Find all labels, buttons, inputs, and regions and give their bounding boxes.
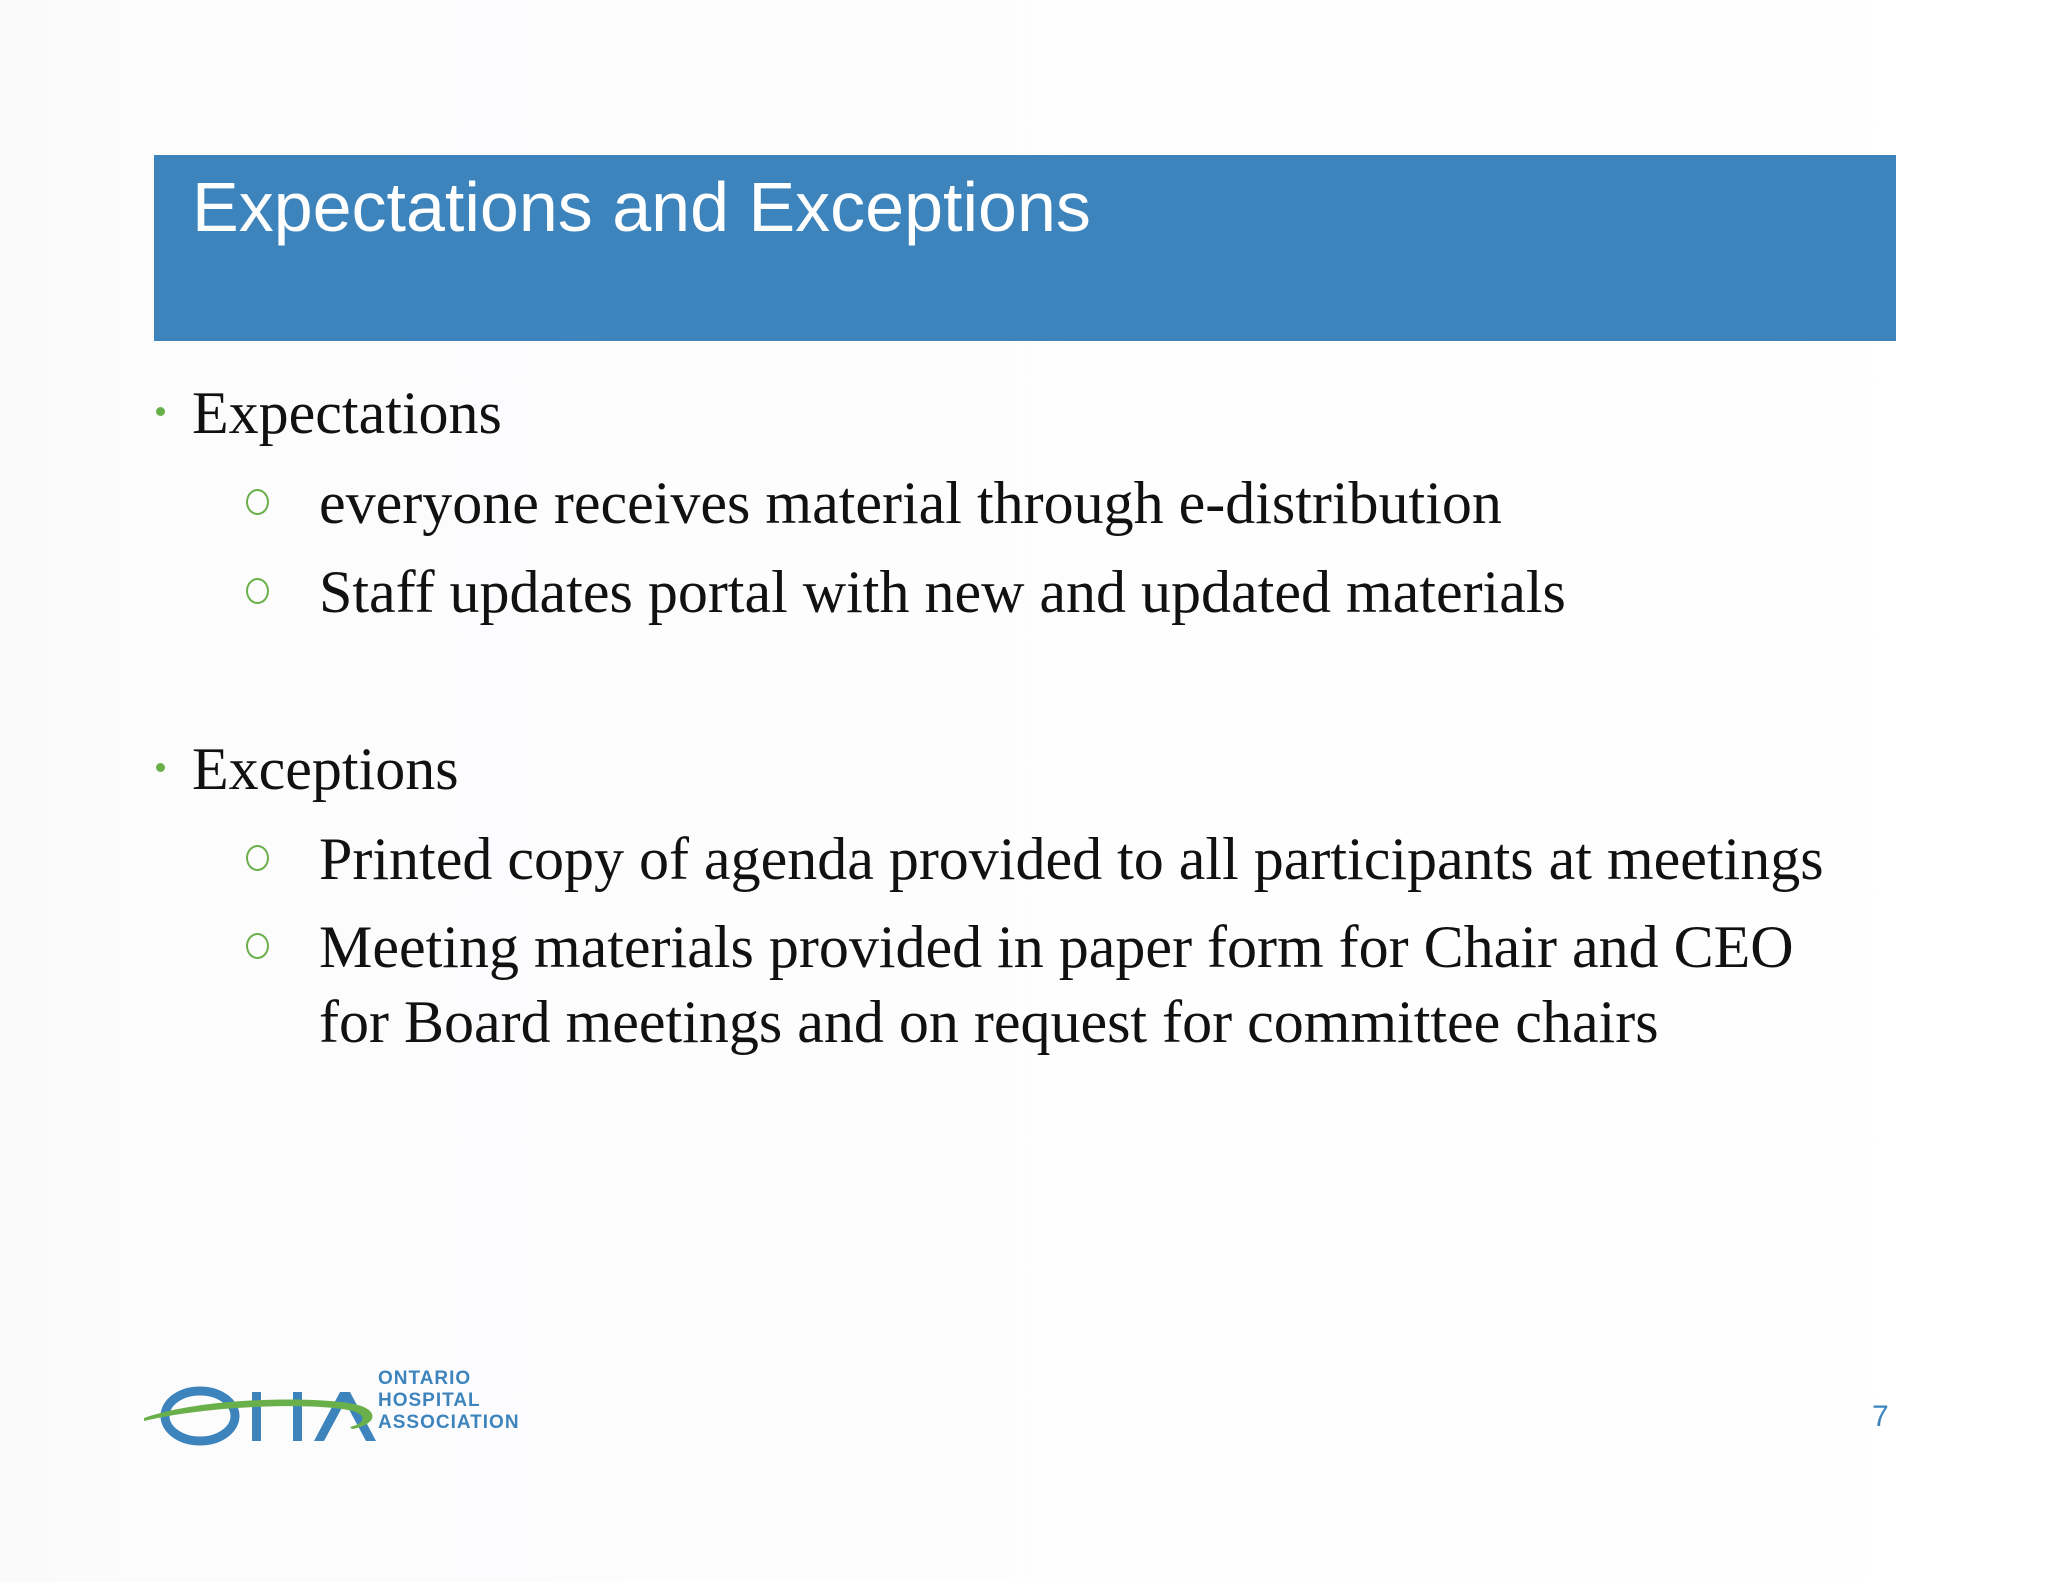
logo-line-ontario: ONTARIO bbox=[378, 1368, 472, 1389]
list-item-text: Printed copy of agenda provided to all participants at meetings bbox=[319, 826, 1824, 892]
list-item bbox=[319, 555, 1566, 630]
list-item-text: everyone receives material through e-distribution bbox=[319, 470, 1502, 536]
list-item-text: Staff updates portal with new and updated materials bbox=[319, 559, 1566, 625]
logo-line-association: ASSOCIATION bbox=[378, 1412, 520, 1433]
list-item bbox=[319, 822, 1824, 897]
list-item bbox=[319, 910, 1794, 985]
hollow-circle-bullet-icon bbox=[246, 933, 269, 959]
bullet-dot-icon bbox=[156, 407, 165, 416]
heading-text: Expectations bbox=[192, 380, 502, 446]
logo-line-hospital: HOSPITAL bbox=[378, 1390, 481, 1411]
bullet-dot-icon bbox=[156, 763, 165, 772]
bullet-heading-expectations bbox=[192, 379, 502, 448]
hollow-circle-bullet-icon bbox=[246, 489, 269, 515]
logo-wordmark bbox=[378, 1368, 520, 1434]
slide-title: Expectations and Exceptions bbox=[192, 168, 1091, 246]
list-item-continuation bbox=[319, 985, 1659, 1060]
list-item-text: for Board meetings and on request for committee chairs bbox=[319, 989, 1659, 1055]
hollow-circle-bullet-icon bbox=[246, 578, 269, 604]
hollow-circle-bullet-icon bbox=[246, 845, 269, 871]
list-item bbox=[319, 466, 1502, 541]
bullet-heading-exceptions bbox=[192, 735, 459, 804]
heading-text: Exceptions bbox=[192, 736, 459, 802]
page-number: 7 bbox=[1872, 1400, 1889, 1433]
list-item-text: Meeting materials provided in paper form for Chair and CEO bbox=[319, 914, 1794, 980]
